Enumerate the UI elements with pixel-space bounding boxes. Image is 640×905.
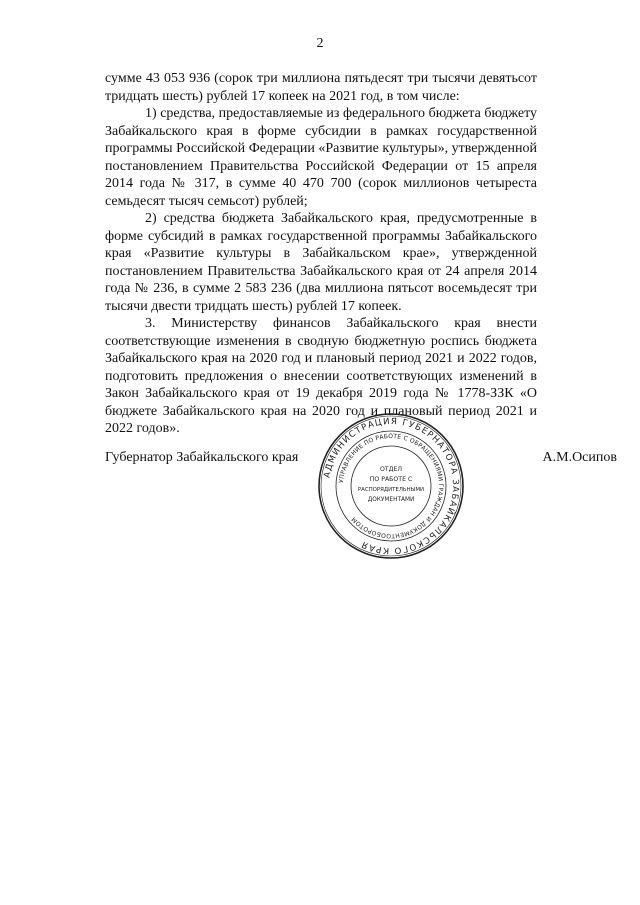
stamp-center-line-3: РАСПОРЯДИТЕЛЬНЫМИ bbox=[357, 487, 425, 493]
stamp-inner-ring-text: УПРАВЛЕНИЕ ПО РАБОТЕ С ОБРАЩЕНИЯМИ ГРАЖДАН И ДОКУМЕНТООБОРОТОМ bbox=[338, 432, 445, 540]
page-number: 2 bbox=[316, 36, 324, 51]
paragraph-item-1: 1) средства, предоставляемые из федерального бюджета бюджету Забайкальского края в форме субсидии в рамках государственной программы Российской Федерации «Развитие культуры», утвержденной постановлением Правительства Российской Федерации от 15 апреля 2014 года № 317, в сумме 40 470 700 (сорок миллионов четыреста семьдесят тысяч семьсот) рублей; bbox=[105, 106, 537, 209]
document-body bbox=[105, 70, 537, 438]
stamp-center-line-1: ОТДЕЛ bbox=[379, 466, 403, 473]
stamp-center-line-2: ПО РАБОТЕ С bbox=[369, 476, 413, 483]
paragraph-item-2: 2) средства бюджета Забайкальского края, предусмотренные в форме субсидий в рамках государственной программы Забайкальского края «Развитие культуры в Забайкальском крае», утвержденной постановлением Правительства Забайкальского края от 24 апреля 2014 года № 236, в сумме 2 583 236 (два миллиона пятьсот восемьдесят три тысячи двести тридцать шесть) рублей 17 копеек. bbox=[105, 211, 537, 314]
stamp-seal-graphic bbox=[316, 411, 466, 561]
paragraph-clause-3: 3. Министерству финансов Забайкальского края внести соответствующие изменения в сводную бюджетную роспись бюджета Забайкальского края на 2020 год и плановый период 2021 и 2022 годов, подготовить предложения о внесении соответствующих изменений в Закон Забайкальского края от 19 декабря 2019 года № 1778-ЗЗК «О бюджете Забайкальского края на 2020 год и плановый период 2021 и 2022 годов». bbox=[105, 316, 537, 436]
stamp-outer-ring-text: АДМИНИСТРАЦИЯ ГУБЕРНАТОРА ЗАБАЙКАЛЬСКОГО КРАЯ bbox=[322, 416, 461, 556]
signatory-title: Губернатор Забайкальского края bbox=[105, 450, 299, 465]
signatory-name: А.М.Осипов bbox=[542, 450, 617, 465]
stamp-center-line-4: ДОКУМЕНТАМИ bbox=[367, 497, 415, 503]
paragraph-continuation: сумме 43 053 936 (сорок три миллиона пятьдесят три тысячи девятьсот тридцать шесть) рублей 17 копеек на 2021 год, в том числе: bbox=[105, 71, 537, 104]
official-stamp bbox=[316, 411, 466, 561]
